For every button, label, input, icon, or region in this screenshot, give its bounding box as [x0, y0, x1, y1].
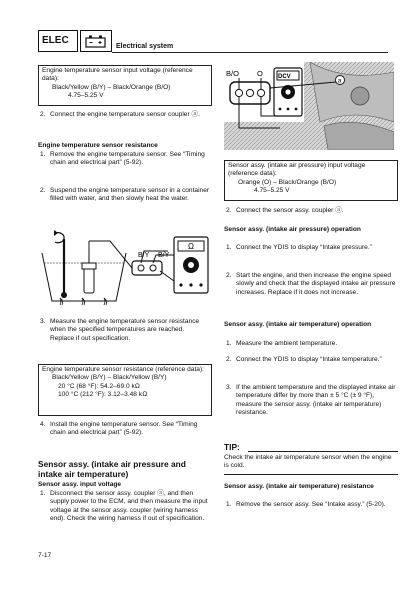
section-tab-label: ELEC: [42, 35, 69, 46]
step-number: 2.: [40, 111, 46, 118]
ref-value: 20 °C (68 °F): 54.2–69.0 kΩ: [58, 382, 140, 390]
heading-input-voltage: Sensor assy. input voltage: [38, 481, 122, 488]
ref-value: 4.75–5.25 V: [68, 92, 104, 100]
ref-line: Black/Yellow (B/Y) – Black/Orange (B/O): [52, 83, 171, 91]
callout-label-a: a: [337, 77, 342, 85]
ohm-symbol: Ω: [188, 242, 194, 251]
wire-label-bo: B/O: [226, 69, 239, 78]
step-start-engine: [226, 272, 396, 306]
step-suspend-sensor: [40, 187, 210, 221]
step-number: 2.: [226, 356, 232, 363]
ref-value: 4.75–5.25 V: [254, 187, 290, 195]
step-number: 3.: [226, 384, 232, 391]
step-number: 2.: [40, 187, 46, 194]
reference-box-input-voltage: [38, 65, 212, 106]
step-remove-sensor-assy: [226, 501, 396, 519]
step-text: Disconnect the sensor assy. coupler ⓐ, and then supply power to the ECM, and then measure the input voltage at the sensor assy. coupler (wiring harness end). Check the wiring harness if out of specification.: [50, 490, 208, 523]
step-connect-sensor-assy-coupler: [226, 207, 396, 217]
step-number: 2.: [226, 207, 232, 214]
tip-rule: [248, 451, 398, 452]
figure-input-voltage-test: [224, 62, 394, 150]
tip-bottom-rule: [224, 474, 398, 475]
ref-line: Black/Yellow (B/Y) – Black/Yellow (B/Y): [52, 374, 167, 382]
reference-box-pressure-voltage: [224, 160, 398, 201]
sensor-coupler-icon: [230, 82, 270, 104]
rotation-arrow-icon: [54, 230, 64, 243]
ref-line: Orange (O) – Black/Orange (B/O): [238, 178, 337, 186]
step-ydis-intake-pressure: [226, 244, 396, 262]
heading-pressure-operation: Sensor assy. (intake air pressure) operation: [224, 226, 361, 233]
battery-icon: [80, 30, 112, 52]
tip-label: TIP:: [224, 442, 240, 452]
section-heading-sensor-assy: Sensor assy. (intake air pressure and intake air temperature): [38, 459, 186, 479]
step-text: Remove the engine temperature sensor. See “Timing chain and electrical part” (5-92).: [50, 151, 205, 167]
header-rule: [112, 52, 388, 53]
temperature-sensor-icon: [82, 241, 96, 293]
step-text: Measure the engine temperature sensor resistance when the specified temperatures are reached. Replace if out specification.: [50, 318, 200, 342]
ref-title: Engine temperature sensor resistance (reference data):: [42, 366, 204, 373]
step-install-sensor: [40, 421, 210, 447]
step-text: Start the engine, and then increase the engine speed slowly and check that the displayed intake air pressure increases. Replace if it does not increase.: [236, 272, 396, 296]
step-number: 1.: [40, 151, 46, 158]
heading-temperature-operation: Sensor assy. (intake air temperature) operation: [224, 321, 372, 328]
step-text: Connect the engine temperature sensor coupler ⓐ.: [50, 111, 200, 118]
step-measure-ambient: [226, 340, 396, 350]
sensor-connector-icon: [132, 261, 162, 275]
wire-label-by: B/Y: [138, 252, 150, 259]
page-number: 7-17: [38, 552, 52, 559]
heading-engine-temp-resistance: Engine temperature sensor resistance: [38, 142, 158, 149]
ref-title: Sensor assy. (intake air pressure) input voltage (reference data):: [228, 162, 366, 178]
wire-label-by: B/Y: [158, 252, 170, 259]
ref-title: Engine temperature sensor input voltage (reference data):: [42, 67, 193, 83]
step-number: 4.: [40, 421, 46, 428]
step-text: Connect the YDIS to display “Intake temperature.”: [236, 356, 382, 363]
heading-temperature-resistance: Sensor assy. (intake air temperature) resistance: [224, 483, 374, 490]
wire-label-o: O: [257, 69, 263, 78]
figure-resistance-test: [40, 227, 212, 307]
step-disconnect-coupler: [40, 490, 210, 550]
ref-value: 100 °C (212 °F): 3.12–3.48 kΩ: [58, 391, 148, 399]
step-text: If the ambient temperature and the displayed intake air temperature differ by more than ± 5 °C (± 9 °F), measure the sensor assy. (intake air temperature) resistance.: [236, 384, 396, 417]
step-text: Install the engine temperature sensor. See “Timing chain and electrical part” (5-92).: [50, 421, 198, 437]
dcv-label: DCV: [278, 74, 291, 80]
step-number: 2.: [226, 272, 232, 279]
step-number: 1.: [226, 340, 232, 347]
step-number: 1.: [226, 501, 232, 508]
step-measure-resistance: [40, 318, 210, 352]
step-number: 3.: [40, 318, 46, 325]
step-number: 1.: [226, 244, 232, 251]
tip-text: Check the intake air temperature sensor when the engine is cold.: [224, 454, 392, 470]
step-text: Remove the sensor assy. See “Intake assy.” (5-20).: [236, 501, 386, 508]
step-text: Connect the YDIS to display “Intake pressure.”: [236, 244, 372, 251]
step-connect-sensor-coupler: [40, 111, 208, 129]
reference-box-resistance: [38, 364, 212, 416]
step-text: Connect the sensor assy. coupler ⓐ.: [236, 207, 344, 214]
section-title: Electrical system: [116, 43, 174, 50]
header: [0, 0, 416, 60]
step-number: 1.: [40, 490, 46, 497]
step-ydis-intake-temperature: [226, 356, 396, 374]
step-remove-sensor: [40, 151, 210, 177]
step-text: Suspend the engine temperature sensor in a container filled with water, and then slowly heat the water.: [50, 187, 210, 203]
section-tab: [38, 30, 78, 52]
step-compare-temperature: [226, 384, 396, 436]
step-text: Measure the ambient temperature.: [236, 340, 338, 347]
